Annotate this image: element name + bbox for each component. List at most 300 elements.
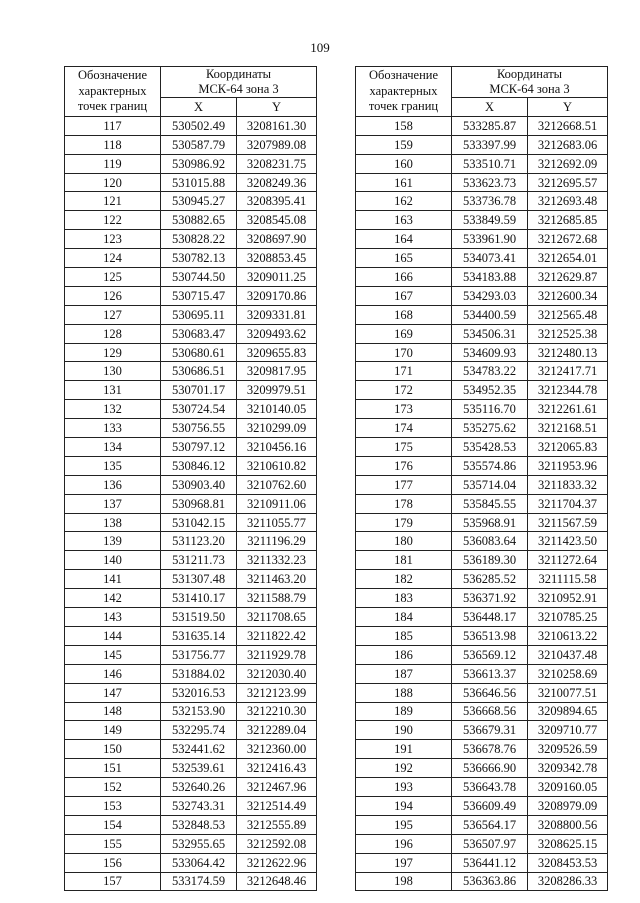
coord-x: 530945.27	[161, 192, 237, 211]
coord-x: 530968.81	[161, 494, 237, 513]
point-number: 143	[65, 608, 161, 627]
coord-x: 536285.52	[452, 570, 528, 589]
table-row	[65, 400, 317, 419]
coord-y: 3209979.51	[237, 381, 317, 400]
point-number: 126	[65, 286, 161, 305]
point-number: 117	[65, 116, 161, 135]
coord-y: 3208453.53	[528, 853, 608, 872]
coord-x: 530744.50	[161, 268, 237, 287]
point-number: 155	[65, 834, 161, 853]
coord-x: 534400.59	[452, 305, 528, 324]
coord-x: 536448.17	[452, 608, 528, 627]
header-x: X	[161, 98, 237, 117]
coord-x: 530587.79	[161, 135, 237, 154]
point-number: 178	[356, 494, 452, 513]
point-number: 181	[356, 551, 452, 570]
coord-y: 3211196.29	[237, 532, 317, 551]
coord-y: 3212123.99	[237, 683, 317, 702]
coord-y: 3208231.75	[237, 154, 317, 173]
table-row	[356, 532, 608, 551]
table-row	[356, 740, 608, 759]
point-number: 187	[356, 664, 452, 683]
header-point-label	[65, 67, 161, 117]
table-row	[356, 173, 608, 192]
table-row	[65, 173, 317, 192]
table-row	[65, 721, 317, 740]
table-row	[356, 400, 608, 419]
table-row	[65, 645, 317, 664]
coord-x: 534506.31	[452, 324, 528, 343]
header-y: Y	[237, 98, 317, 117]
coord-x: 533849.59	[452, 211, 528, 230]
table-row	[65, 343, 317, 362]
point-number: 194	[356, 796, 452, 815]
point-number: 189	[356, 702, 452, 721]
point-number: 182	[356, 570, 452, 589]
table-row	[356, 702, 608, 721]
coord-y: 3208249.36	[237, 173, 317, 192]
coord-x: 531756.77	[161, 645, 237, 664]
coord-x: 531635.14	[161, 626, 237, 645]
table-row	[356, 664, 608, 683]
table-row	[65, 796, 317, 815]
coord-y: 3212168.51	[528, 419, 608, 438]
point-number: 173	[356, 400, 452, 419]
coord-y: 3210437.48	[528, 645, 608, 664]
point-number: 135	[65, 456, 161, 475]
coord-y: 3210140.05	[237, 400, 317, 419]
table-row	[65, 551, 317, 570]
point-number: 163	[356, 211, 452, 230]
header-coords-line2: МСК-64 зона 3	[489, 82, 570, 96]
coord-x: 536668.56	[452, 702, 528, 721]
table-row	[65, 494, 317, 513]
coordinates-table-right	[355, 66, 608, 891]
point-number: 151	[65, 759, 161, 778]
coord-y: 3212344.78	[528, 381, 608, 400]
table-row	[65, 192, 317, 211]
coord-x: 535714.04	[452, 475, 528, 494]
header-label-line1: Обозначение	[368, 68, 439, 83]
table-row	[65, 116, 317, 135]
point-number: 141	[65, 570, 161, 589]
point-number: 167	[356, 286, 452, 305]
table-row	[356, 494, 608, 513]
coord-x: 533397.99	[452, 135, 528, 154]
table-row	[65, 702, 317, 721]
coord-y: 3211332.23	[237, 551, 317, 570]
coord-x: 536666.90	[452, 759, 528, 778]
point-number: 147	[65, 683, 161, 702]
coord-x: 531307.48	[161, 570, 237, 589]
table-row	[65, 759, 317, 778]
coord-x: 535116.70	[452, 400, 528, 419]
coord-x: 536613.37	[452, 664, 528, 683]
coordinates-table-left	[64, 66, 317, 891]
table-row	[356, 759, 608, 778]
point-number: 168	[356, 305, 452, 324]
point-number: 192	[356, 759, 452, 778]
coord-x: 530683.47	[161, 324, 237, 343]
coord-x: 536609.49	[452, 796, 528, 815]
coord-y: 3209160.05	[528, 778, 608, 797]
point-number: 136	[65, 475, 161, 494]
coord-x: 533623.73	[452, 173, 528, 192]
coord-y: 3208853.45	[237, 249, 317, 268]
coord-x: 534073.41	[452, 249, 528, 268]
point-number: 175	[356, 438, 452, 457]
coord-x: 533961.90	[452, 230, 528, 249]
point-number: 186	[356, 645, 452, 664]
point-number: 150	[65, 740, 161, 759]
coord-y: 3211588.79	[237, 589, 317, 608]
point-number: 191	[356, 740, 452, 759]
header-coordinates	[161, 67, 317, 98]
table-row	[356, 608, 608, 627]
coord-y: 3208979.09	[528, 796, 608, 815]
coord-x: 531211.73	[161, 551, 237, 570]
coord-y: 3210785.25	[528, 608, 608, 627]
coord-y: 3210762.60	[237, 475, 317, 494]
coord-x: 531042.15	[161, 513, 237, 532]
point-number: 142	[65, 589, 161, 608]
point-number: 127	[65, 305, 161, 324]
coord-y: 3212685.85	[528, 211, 608, 230]
point-number: 160	[356, 154, 452, 173]
coord-x: 532295.74	[161, 721, 237, 740]
table-row	[356, 324, 608, 343]
coord-x: 533285.87	[452, 116, 528, 135]
table-row	[356, 135, 608, 154]
coord-x: 530797.12	[161, 438, 237, 457]
point-number: 179	[356, 513, 452, 532]
table-row	[65, 570, 317, 589]
coord-y: 3208286.33	[528, 872, 608, 891]
coord-y: 3207989.08	[237, 135, 317, 154]
coord-x: 532955.65	[161, 834, 237, 853]
coord-x: 536643.78	[452, 778, 528, 797]
table-row	[356, 230, 608, 249]
coord-y: 3208697.90	[237, 230, 317, 249]
table-row	[65, 872, 317, 891]
coord-x: 536679.31	[452, 721, 528, 740]
coord-x: 535428.53	[452, 438, 528, 457]
coord-y: 3212416.43	[237, 759, 317, 778]
table-row	[65, 626, 317, 645]
page-number: 109	[310, 40, 330, 55]
point-number: 140	[65, 551, 161, 570]
coord-x: 530882.65	[161, 211, 237, 230]
point-number: 161	[356, 173, 452, 192]
coord-x: 530701.17	[161, 381, 237, 400]
point-number: 177	[356, 475, 452, 494]
point-number: 169	[356, 324, 452, 343]
coord-y: 3208545.08	[237, 211, 317, 230]
coord-x: 530828.22	[161, 230, 237, 249]
table-row	[65, 419, 317, 438]
table-row	[65, 230, 317, 249]
header-y: Y	[528, 98, 608, 117]
table-row	[356, 438, 608, 457]
coord-y: 3211953.96	[528, 456, 608, 475]
table-row	[65, 475, 317, 494]
coord-y: 3210258.69	[528, 664, 608, 683]
point-number: 195	[356, 815, 452, 834]
coord-x: 532848.53	[161, 815, 237, 834]
point-number: 159	[356, 135, 452, 154]
table-row	[65, 324, 317, 343]
coord-x: 536646.56	[452, 683, 528, 702]
header-coords-line1: Координаты	[205, 67, 272, 81]
table-row	[356, 192, 608, 211]
point-number: 154	[65, 815, 161, 834]
table-row	[65, 456, 317, 475]
point-number: 183	[356, 589, 452, 608]
table-row	[65, 608, 317, 627]
point-number: 149	[65, 721, 161, 740]
coord-y: 3208800.56	[528, 815, 608, 834]
point-number: 119	[65, 154, 161, 173]
table-row	[356, 589, 608, 608]
point-number: 128	[65, 324, 161, 343]
point-number: 133	[65, 419, 161, 438]
coord-x: 536363.86	[452, 872, 528, 891]
header-label-line2: характерных	[369, 83, 438, 98]
coord-x: 534783.22	[452, 362, 528, 381]
coord-y: 3209655.83	[237, 343, 317, 362]
coord-x: 536564.17	[452, 815, 528, 834]
point-number: 152	[65, 778, 161, 797]
coord-y: 3208161.30	[237, 116, 317, 135]
point-number: 156	[65, 853, 161, 872]
header-label-line1: Обозначение	[77, 68, 148, 83]
coord-y: 3212648.46	[237, 872, 317, 891]
coord-x: 530903.40	[161, 475, 237, 494]
table-row	[65, 154, 317, 173]
table-row	[356, 872, 608, 891]
table-body-right	[356, 116, 608, 891]
coord-y: 3212629.87	[528, 268, 608, 287]
coord-x: 533736.78	[452, 192, 528, 211]
table-row	[65, 381, 317, 400]
table-row	[356, 116, 608, 135]
coord-y: 3211929.78	[237, 645, 317, 664]
point-number: 125	[65, 268, 161, 287]
coord-x: 534293.03	[452, 286, 528, 305]
coord-x: 530782.13	[161, 249, 237, 268]
header-coords-line1: Координаты	[496, 67, 563, 81]
coord-y: 3212600.34	[528, 286, 608, 305]
point-number: 122	[65, 211, 161, 230]
coord-y: 3212417.71	[528, 362, 608, 381]
header-point-label	[356, 67, 452, 117]
coord-x: 535845.55	[452, 494, 528, 513]
table-row	[356, 381, 608, 400]
coord-y: 3212289.04	[237, 721, 317, 740]
coord-y: 3212672.68	[528, 230, 608, 249]
coord-x: 533174.59	[161, 872, 237, 891]
point-number: 134	[65, 438, 161, 457]
table-row	[356, 362, 608, 381]
table-row	[356, 796, 608, 815]
coord-x: 532153.90	[161, 702, 237, 721]
coord-x: 530502.49	[161, 116, 237, 135]
point-number: 124	[65, 249, 161, 268]
coord-y: 3212695.57	[528, 173, 608, 192]
table-row	[65, 778, 317, 797]
point-number: 144	[65, 626, 161, 645]
coord-x: 530724.54	[161, 400, 237, 419]
coord-x: 531410.17	[161, 589, 237, 608]
coord-y: 3212622.96	[237, 853, 317, 872]
coord-x: 530686.51	[161, 362, 237, 381]
coord-y: 3212480.13	[528, 343, 608, 362]
coord-y: 3212654.01	[528, 249, 608, 268]
coord-y: 3212555.89	[237, 815, 317, 834]
coord-y: 3209817.95	[237, 362, 317, 381]
coord-y: 3212030.40	[237, 664, 317, 683]
point-number: 170	[356, 343, 452, 362]
coord-x: 536371.92	[452, 589, 528, 608]
coord-x: 532640.26	[161, 778, 237, 797]
table-row	[356, 853, 608, 872]
table-row	[65, 362, 317, 381]
coord-x: 530695.11	[161, 305, 237, 324]
coord-y: 3212683.06	[528, 135, 608, 154]
coord-y: 3212525.38	[528, 324, 608, 343]
coord-x: 535968.91	[452, 513, 528, 532]
table-row	[356, 286, 608, 305]
header-coords-line2: МСК-64 зона 3	[198, 82, 279, 96]
table-row	[356, 626, 608, 645]
table-row	[65, 532, 317, 551]
coord-y: 3211115.58	[528, 570, 608, 589]
point-number: 139	[65, 532, 161, 551]
coord-x: 534183.88	[452, 268, 528, 287]
point-number: 190	[356, 721, 452, 740]
point-number: 196	[356, 834, 452, 853]
table-row	[356, 268, 608, 287]
point-number: 162	[356, 192, 452, 211]
coord-y: 3210299.09	[237, 419, 317, 438]
coord-y: 3210911.06	[237, 494, 317, 513]
coord-x: 536083.64	[452, 532, 528, 551]
coord-y: 3211822.42	[237, 626, 317, 645]
table-row	[65, 815, 317, 834]
point-number: 123	[65, 230, 161, 249]
point-number: 198	[356, 872, 452, 891]
coord-y: 3211055.77	[237, 513, 317, 532]
table-row	[65, 853, 317, 872]
table-row	[65, 286, 317, 305]
coord-x: 536569.12	[452, 645, 528, 664]
table-row	[356, 834, 608, 853]
coord-y: 3209011.25	[237, 268, 317, 287]
coord-y: 3212668.51	[528, 116, 608, 135]
table-row	[356, 513, 608, 532]
point-number: 185	[356, 626, 452, 645]
point-number: 184	[356, 608, 452, 627]
coord-x: 530715.47	[161, 286, 237, 305]
coord-y: 3209493.62	[237, 324, 317, 343]
coord-x: 536678.76	[452, 740, 528, 759]
coord-y: 3210613.22	[528, 626, 608, 645]
table-row	[356, 645, 608, 664]
point-number: 158	[356, 116, 452, 135]
coord-y: 3210952.91	[528, 589, 608, 608]
coord-y: 3212210.30	[237, 702, 317, 721]
header-label-line2: характерных	[78, 83, 147, 98]
coord-y: 3211704.37	[528, 494, 608, 513]
table-row	[356, 721, 608, 740]
coord-y: 3209710.77	[528, 721, 608, 740]
coord-y: 3212592.08	[237, 834, 317, 853]
point-number: 180	[356, 532, 452, 551]
table-row	[356, 456, 608, 475]
table-row	[65, 834, 317, 853]
point-number: 118	[65, 135, 161, 154]
coord-y: 3212692.09	[528, 154, 608, 173]
coord-x: 530986.92	[161, 154, 237, 173]
coord-x: 532539.61	[161, 759, 237, 778]
table-row	[65, 589, 317, 608]
point-number: 130	[65, 362, 161, 381]
coord-y: 3211833.32	[528, 475, 608, 494]
coord-x: 536513.98	[452, 626, 528, 645]
coord-x: 531884.02	[161, 664, 237, 683]
coord-x: 536507.97	[452, 834, 528, 853]
coord-y: 3212693.48	[528, 192, 608, 211]
table-row	[356, 683, 608, 702]
coord-x: 532016.53	[161, 683, 237, 702]
point-number: 138	[65, 513, 161, 532]
coord-x: 531015.88	[161, 173, 237, 192]
point-number: 166	[356, 268, 452, 287]
table-row	[356, 343, 608, 362]
point-number: 171	[356, 362, 452, 381]
point-number: 137	[65, 494, 161, 513]
table-row	[356, 475, 608, 494]
table-row	[356, 249, 608, 268]
coord-y: 3210456.16	[237, 438, 317, 457]
point-number: 165	[356, 249, 452, 268]
point-number: 188	[356, 683, 452, 702]
point-number: 197	[356, 853, 452, 872]
coord-x: 530846.12	[161, 456, 237, 475]
coord-y: 3210610.82	[237, 456, 317, 475]
coord-y: 3209342.78	[528, 759, 608, 778]
coord-y: 3211272.64	[528, 551, 608, 570]
table-row	[356, 419, 608, 438]
coord-x: 530756.55	[161, 419, 237, 438]
header-label-line3: точек границ	[77, 99, 148, 114]
coord-y: 3212467.96	[237, 778, 317, 797]
coord-x: 534609.93	[452, 343, 528, 362]
coord-y: 3208625.15	[528, 834, 608, 853]
point-number: 145	[65, 645, 161, 664]
table-row	[65, 438, 317, 457]
coord-x: 535275.62	[452, 419, 528, 438]
table-row	[356, 551, 608, 570]
point-number: 157	[65, 872, 161, 891]
coord-y: 3209170.86	[237, 286, 317, 305]
header-label-line3: точек границ	[368, 99, 439, 114]
header-x: X	[452, 98, 528, 117]
coord-y: 3209526.59	[528, 740, 608, 759]
point-number: 193	[356, 778, 452, 797]
point-number: 121	[65, 192, 161, 211]
table-row	[356, 815, 608, 834]
